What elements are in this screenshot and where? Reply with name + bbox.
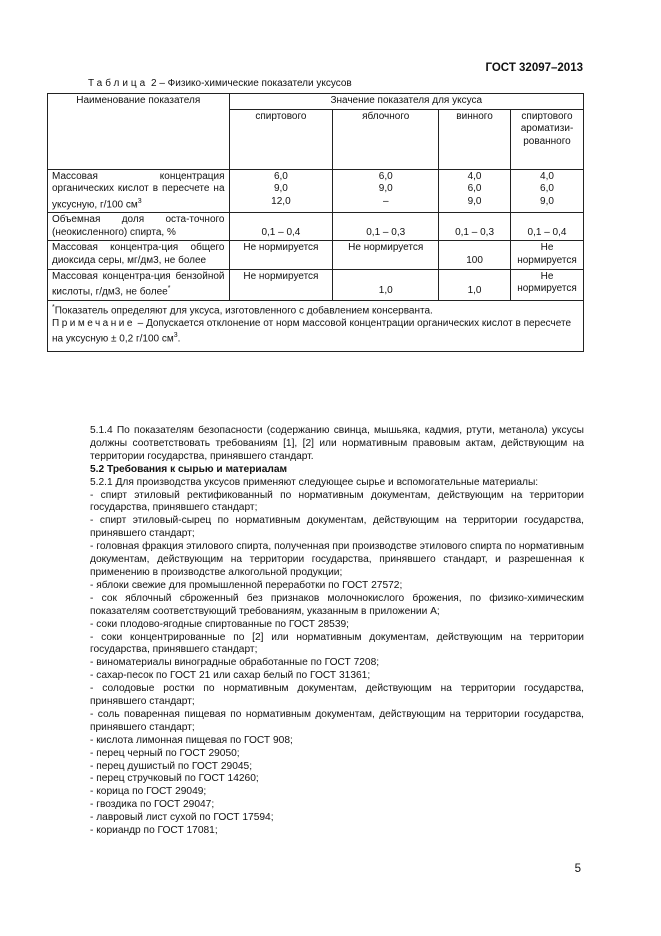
table-row [48, 269, 584, 300]
list-item: - спирт этиловый-сырец по нормативным документам, действующим на территории государства, принявшего стандарт; [90, 515, 584, 540]
subcol-wine: винного [439, 109, 511, 169]
physico-chemical-table [47, 93, 584, 352]
paragraph-5-2-1: 5.2.1 Для производства уксусов применяют следующее сырье и вспомогательные материалы: [90, 476, 539, 488]
body-text [62, 425, 584, 838]
row-name: Массовая концентра-ция бензойной кислоты, г/дм3, не более* [48, 269, 230, 300]
list-item: - сок яблочный сброженный без признаков молочнокислого брожения, по физико-химическим показателям соответствующий требованиям, указанным в приложении А; [90, 592, 584, 617]
standard-header: ГОСТ 32097–2013 [485, 62, 583, 74]
section-heading-5-2: 5.2 Требования к сырью и материалам [90, 463, 288, 475]
table-caption: Таблица 2 – Физико-химические показатели уксусов [88, 78, 352, 89]
list-item: - перец душистый по ГОСТ 29045; [90, 760, 253, 772]
table-cell: 6,0 9,0 12,0 [229, 169, 333, 213]
table-cell: 4,0 6,0 9,0 [510, 169, 583, 213]
list-item: - яблоки свежие для промышленной переработки по ГОСТ 27572; [90, 579, 403, 591]
list-item: - кориандр по ГОСТ 17081; [90, 825, 218, 837]
table-row [48, 169, 584, 213]
table-cell: 6,0 9,0 – [333, 169, 439, 213]
list-item: - соль поваренная пищевая по нормативным документам, действующим на территории государства, принявшего стандарт; [90, 708, 584, 733]
table-cell: 0,1 – 0,4 [229, 213, 333, 241]
table-note: Примечание – Допускается отклонение от норм массовой концентрации органических кислот в пересчете на уксусную ± 0,2 г/100 $см^3$. [52, 317, 572, 345]
table-row [48, 241, 584, 270]
list-item: - корица по ГОСТ 29049; [90, 786, 207, 798]
table-cell: 1,0 [333, 269, 439, 300]
list-item: - виноматериалы виноградные обработанные по ГОСТ 7208; [90, 657, 380, 669]
table-footnote: *Показатель определяют для уксуса, изготовленного с добавлением консерванта. [52, 304, 433, 317]
subcol-apple: яблочного [333, 109, 439, 169]
page-number: 5 [574, 863, 581, 875]
table-cell: Не нормируется [510, 269, 583, 300]
row-name: Массовая концентрация органических кислот в пересчете на уксусную, г/100 $см^3$ [48, 169, 230, 213]
table-cell: 4,0 6,0 9,0 [439, 169, 511, 213]
row-name: Объемная доля оста-точного (неокисленного) спирта, % [48, 213, 230, 241]
table-header-row [48, 94, 584, 110]
list-item: - гвоздика по ГОСТ 29047; [90, 799, 215, 811]
table-row [48, 213, 584, 241]
subcol-spirit-aromatized: спиртового ароматизи-рованного [510, 109, 583, 169]
paragraph-5-1-4: 5.1.4 По показателям безопасности (содержанию свинца, мышьяка, кадмия, ртути, метанола) уксусы должны соответствовать требованиям [1], [2] или нормативным правовым актам, действующим на территории государства, принявшего стандарт. [90, 425, 584, 462]
list-item: - кислота лимонная пищевая по ГОСТ 908; [90, 734, 293, 746]
table-cell: Не нормируется [510, 241, 583, 270]
list-item: - солодовые ростки по нормативным документам, действующим на территории государства, принявшего стандарт; [90, 683, 584, 708]
col-name-header: Наименование показателя [48, 94, 230, 170]
list-item: - головная фракция этилового спирта, полученная при производстве этилового спирта по нормативным документам, действующим на территории государства, принявшего стандарт, и разрешенная к применению в производстве алкогольной продукции; [90, 541, 584, 578]
subcol-spirit: спиртового [229, 109, 333, 169]
table-cell: 0,1 – 0,4 [510, 213, 583, 241]
table-cell: 100 [439, 241, 511, 270]
list-item: - соки плодово-ягодные спиртованные по ГОСТ 28539; [90, 618, 350, 630]
table-cell: Не нормируется [229, 269, 333, 300]
col-value-header: Значение показателя для уксуса [229, 94, 584, 110]
table-cell: 1,0 [439, 269, 511, 300]
table-cell: Не нормируется [229, 241, 333, 270]
list-item: - соки концентрированные по [2] или нормативным документам, действующим на территории государства, принявшего стандарт; [90, 631, 584, 656]
list-item: - перец черный по ГОСТ 29050; [90, 747, 240, 759]
table-cell: 0,1 – 0,3 [333, 213, 439, 241]
list-item: - спирт этиловый ректификованный по нормативным документам, действующим на территории государства, принявшего стандарт; [90, 489, 584, 514]
list-item: - сахар-песок по ГОСТ 21 или сахар белый по ГОСТ 31361; [90, 670, 371, 682]
row-name: Массовая концентра-ция общего диоксида серы, мг/дм3, не более [48, 241, 230, 270]
list-item: - перец стручковый по ГОСТ 14260; [90, 773, 259, 785]
table-cell: 0,1 – 0,3 [439, 213, 511, 241]
table-cell: Не нормируется [333, 241, 439, 270]
list-item: - лавровый лист сухой по ГОСТ 17594; [90, 812, 274, 824]
table-footnote-row [48, 301, 584, 352]
